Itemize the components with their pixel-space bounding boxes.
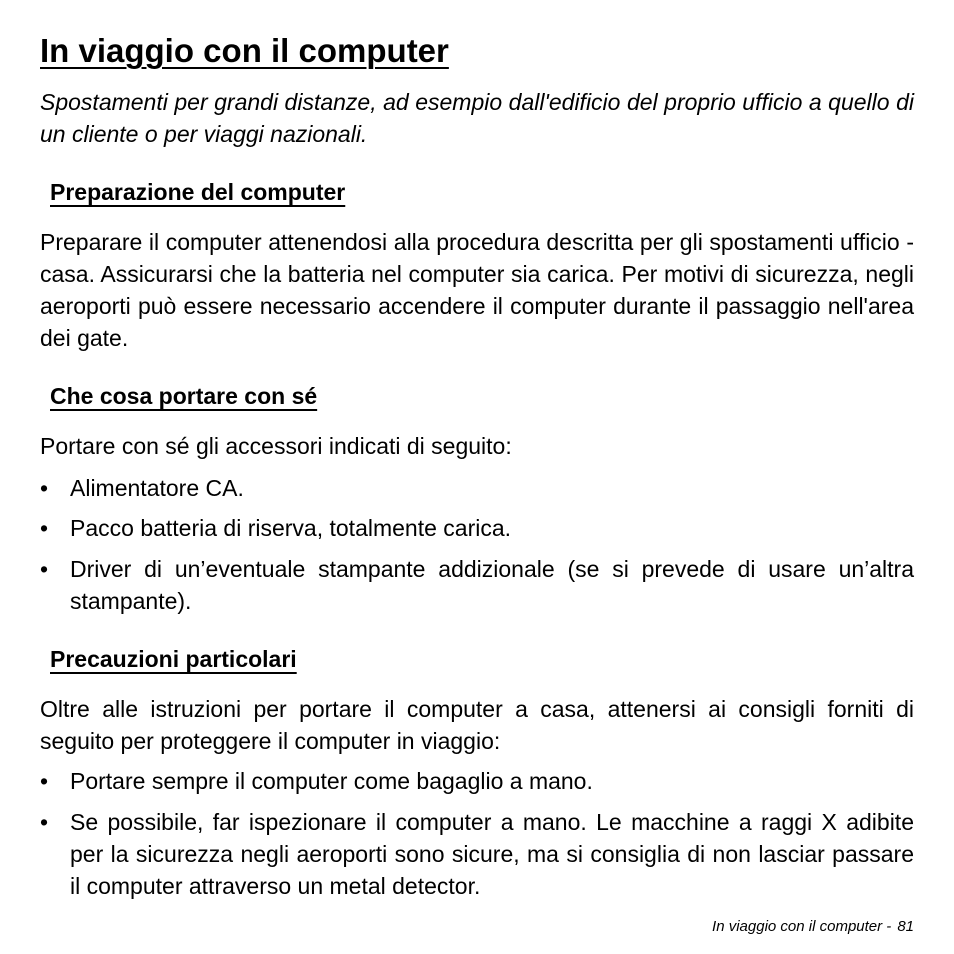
list-item-text: Se possibile, far ispezionare il computer a mano. Le macchine a raggi X adibite per la sicurezza negli aeroporti sono sicure, ma si consiglia di non lasciar passare il computer attraverso un metal detector.	[70, 809, 914, 899]
section-heading-preparazione: Preparazione del computer	[50, 179, 346, 205]
page-number: 81	[897, 918, 914, 935]
section-paragraph-preparazione: Preparare il computer attenendosi alla procedura descritta per gli spostamenti ufficio - casa. Assicurarsi che la batteria nel computer sia carica. Per motivi di sicurezza, negli aeroporti può essere necessario accendere il computer durante il passaggio nell'area dei gate.	[40, 229, 914, 351]
list-item	[40, 765, 914, 797]
list-item-text: Driver di un’eventuale stampante addizionale (se si prevede di usare un’altra stampante).	[70, 556, 914, 614]
section-heading-cosa-portare: Che cosa portare con sé	[50, 383, 318, 409]
bullet-icon: •	[40, 556, 49, 582]
footer-running-title: In viaggio con il computer -	[712, 918, 892, 935]
list-item	[40, 472, 914, 504]
list-item-text: Pacco batteria di riserva, totalmente carica.	[70, 515, 512, 541]
list-item-text: Alimentatore CA.	[70, 475, 244, 501]
page-title: In viaggio con il computer	[40, 32, 449, 69]
section-paragraph-cosa-portare: Portare con sé gli accessori indicati di seguito:	[40, 433, 512, 459]
page-footer	[712, 917, 914, 937]
bullet-icon: •	[40, 809, 49, 835]
list-item	[40, 512, 914, 544]
list-item-text: Portare sempre il computer come bagaglio a mano.	[70, 768, 593, 794]
bullet-icon: •	[40, 475, 49, 501]
bullet-icon: •	[40, 515, 49, 541]
intro-paragraph: Spostamenti per grandi distanze, ad esempio dall'edificio del proprio ufficio a quello di un cliente o per viaggi nazionali.	[40, 89, 914, 147]
bullet-icon: •	[40, 768, 49, 794]
list-item	[40, 553, 914, 617]
section-heading-precauzioni: Precauzioni particolari	[50, 646, 297, 672]
list-item	[40, 806, 914, 902]
section-paragraph-precauzioni: Oltre alle istruzioni per portare il computer a casa, attenersi ai consigli forniti di seguito per proteggere il computer in viaggio:	[40, 696, 914, 754]
